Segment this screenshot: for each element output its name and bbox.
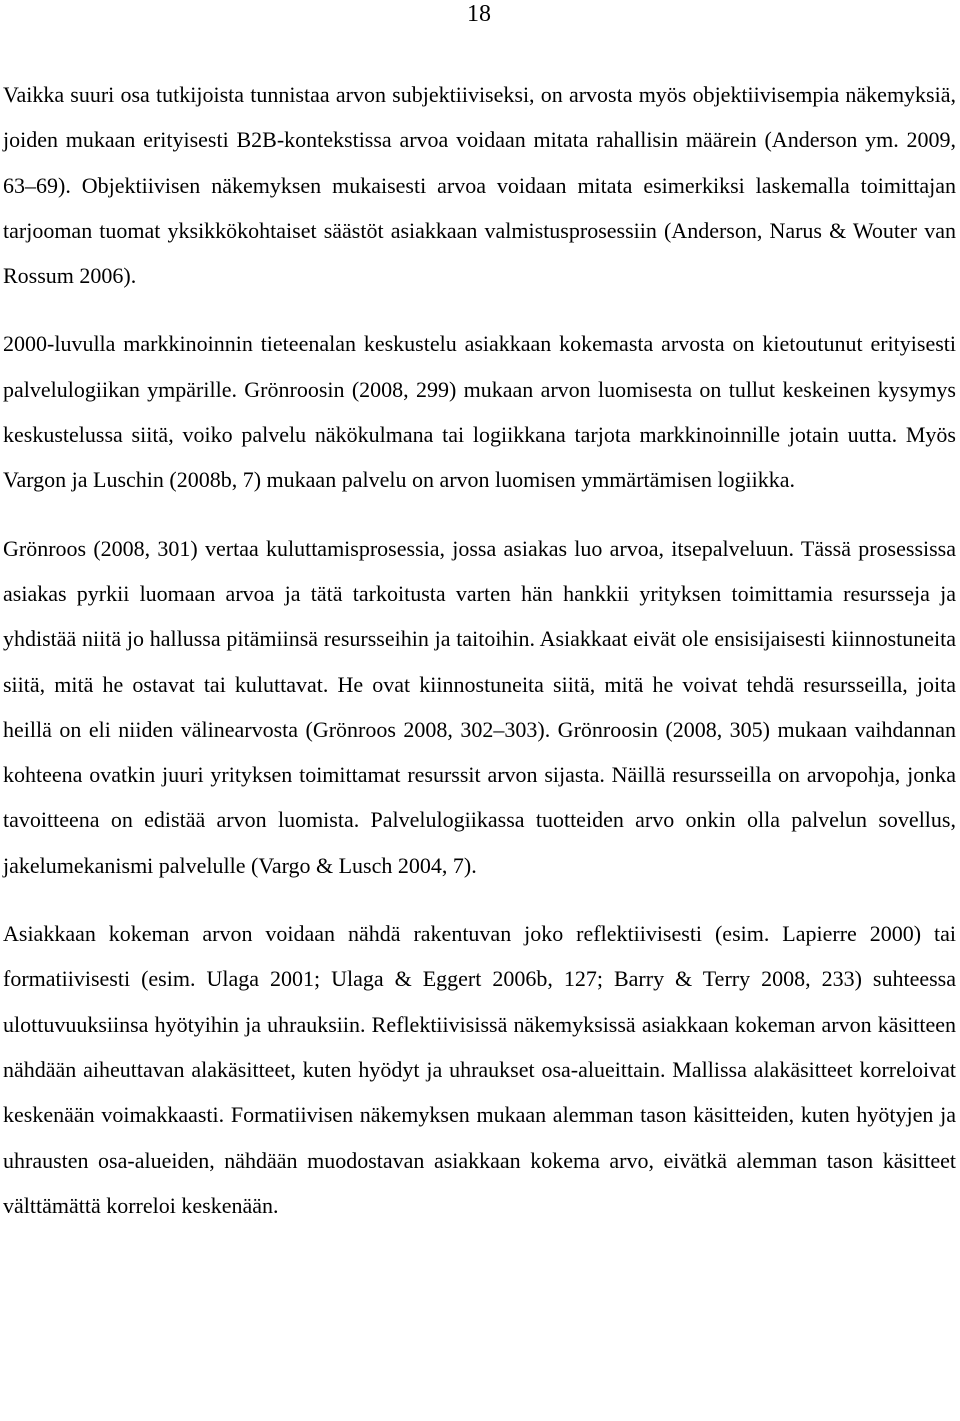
paragraph-objective-value: Vaikka suuri osa tutkijoista tunnistaa arvon subjektiiviseksi, on arvosta myös objektiivisempia näkemyksiä, joiden mukaan erityisesti B2B-kontekstissa arvoa voidaan mitata rahallisin määrein (Anderson ym. 2009, 63–69). Objektiivisen näkemyksen mukaisesti arvoa voidaan mitata esimerkiksi laskemalla toimittajan tarjooman tuomat yksikkökohtaiset säästöt asiakkaan valmistusprosessiin (Anderson, Narus & Wouter van Rossum 2006). [3,82,956,289]
paragraph-consumption-process: Grönroos (2008, 301) vertaa kuluttamisprosessia, jossa asiakas luo arvoa, itsepalveluun. Tässä prosessissa asiakas pyrkii luomaan arvoa ja tätä tarkoitusta varten hän hankkii yrityksen toimittamia resursseja ja yhdistää niitä jo hallussa pitämiinsä resursseihin ja taitoihin. Asiakkaat eivät ole ensisijaisesti kiinnostuneita siitä, mitä he ostavat tai kuluttavat. He ovat kiinnostuneita siitä, mitä he voivat tehdä resursseilla, joita heillä on eli niiden välinearvosta (Grönroos 2008, 302–303). Grönroosin (2008, 305) mukaan vaihdannan kohteena ovatkin juuri yrityksen toimittamat resurssit arvon sijasta. Näillä resursseilla on arvopohja, jonka tavoitteena on edistää arvon luomista. Palvelulogiikassa tuotteiden arvo onkin olla palvelun sovellus, jakelumekanismi palvelulle (Vargo & Lusch 2004, 7). [3,535,956,878]
body-text [3,72,956,1251]
page-number: 18 [467,1,491,27]
paragraph-reflective-formative: Asiakkaan kokeman arvon voidaan nähdä rakentuvan joko reflektiivisesti (esim. Lapierre 2000) tai formatiivisesti (esim. Ulaga 2001; Ulaga & Eggert 2006b, 127; Barry & Terry 2008, 233) suhteessa ulottuvuuksiinsa hyötyihin ja uhrauksiin. Reflektiivisissä näkemyksissä asiakkaan kokeman arvon käsitteen nähdään aiheuttavan alakäsitteet, kuten hyödyt ja uhraukset osa-alueittain. Mallissa alakäsitteet korreloivat keskenään voimakkaasti. Formatiivisen näkemyksen mukaan alemman tason käsitteiden, kuten hyötyjen ja uhrausten osa-alueiden, nähdään muodostavan asiakkaan kokema arvo, eivätkä alemman tason käsitteet välttämättä korreloi keskenään. [3,921,956,1218]
paragraph-service-logic: 2000-luvulla markkinoinnin tieteenalan keskustelu asiakkaan kokemasta arvosta on kietoutunut erityisesti palvelulogiikan ympärille. Grönroosin (2008, 299) mukaan arvon luomisesta on tullut keskeinen kysymys keskustelussa siitä, voiko palvelu näkökulmana tai logiikkana tarjota markkinoinnille jotain uutta. Myös Vargon ja Luschin (2008b, 7) mukaan palvelu on arvon luomisen ymmärtämisen logiikka. [3,331,956,493]
